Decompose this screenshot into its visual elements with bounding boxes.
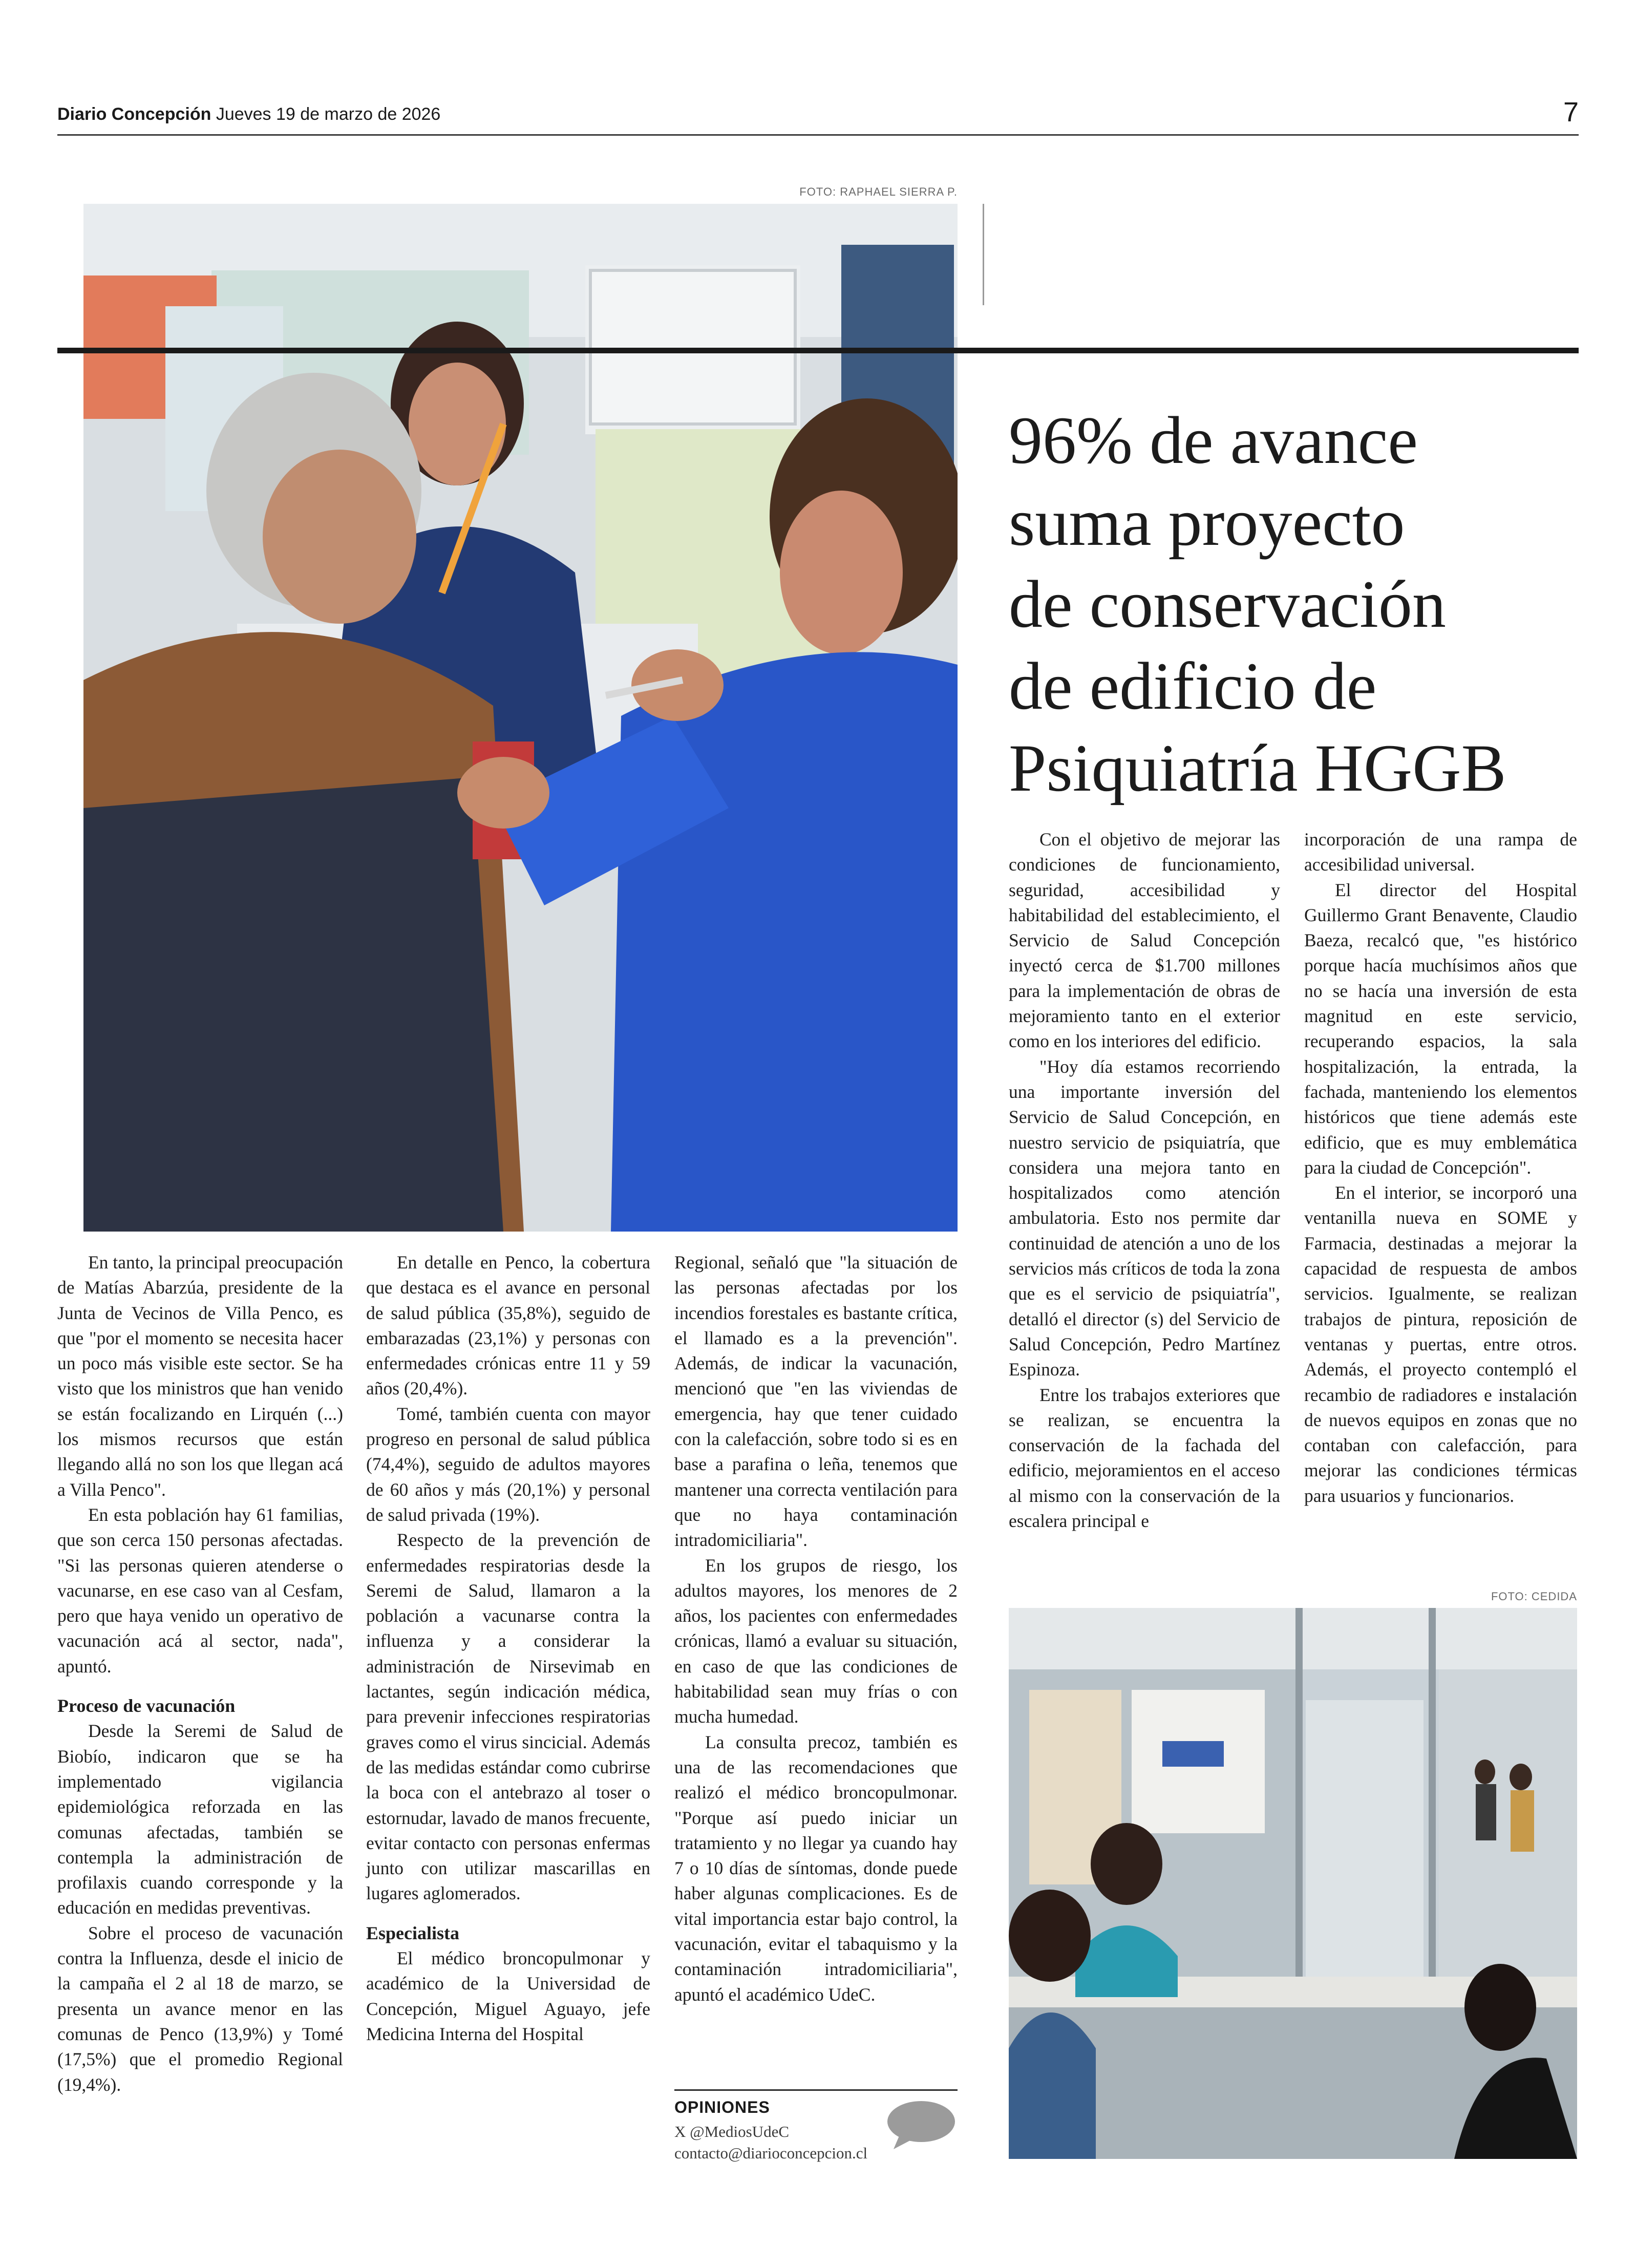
opinions-box: [674, 2089, 958, 2168]
issue-date: Jueves 19 de marzo de 2026: [216, 104, 441, 124]
paragraph: Tomé, también cuenta con mayor progreso en personal de salud pública (74,4%), seguido de adultos mayores de 60 años y más (20,1%) y personal de salud privada (19%).: [366, 1403, 650, 1525]
subhead-vaccination-process: Proceso de vacunación: [57, 1695, 236, 1716]
paragraph: Con el objetivo de mejorar las condiciones de funcionamiento, seguridad, accesibilidad y habitabilidad del establecimiento, el Servicio de Salud Concepción inyectó cerca de $1.700 millones para la implementación de obras de mejoramiento tanto en el exterior como en los interiores del edificio.: [1009, 829, 1280, 1052]
paragraph: incorporación de una rampa de accesibilidad universal.: [1304, 829, 1577, 875]
paragraph: En los grupos de riesgo, los adultos mayores, los menores de 2 años, los pacientes con enfermedades crónicas, llamó a evaluar su situación, en caso de que las condiciones de habitabilidad sean muy frías o con mucha humedad.: [674, 1555, 958, 1727]
headline: [1009, 399, 1577, 809]
paragraph: En esta población hay 61 familias, que son cerca 150 personas afectadas. "Si las personas quieren atenderse o vacunarse, en ese caso van al Cesfam, pero que haya venido un operativo de vacunación acá al sector, nada", apuntó.: [57, 1504, 343, 1677]
subhead-specialist: Especialista: [366, 1922, 460, 1943]
paragraph: En detalle en Penco, la cobertura que destaca es el avance en personal de salud pública (35,8%), seguido de embarazadas (23,1%) y personas con enfermedades crónicas entre 11 y 59 años (20,4%).: [366, 1252, 650, 1399]
header-rule: [57, 134, 1579, 136]
photo-credit-hospital: FOTO: CEDIDA: [1491, 1590, 1577, 1603]
photo-credit-vaccination: FOTO: RAPHAEL SIERRA P.: [799, 185, 958, 198]
paragraph: Entre los trabajos exteriores que se realizan, se encuentra la conservación de la fachada del edificio, mejoramientos en el acceso al mismo con la conservación de la escalera principal e: [1009, 1384, 1280, 1532]
vaccination-photo-illustration: [83, 204, 958, 1232]
paragraph: En tanto, la principal preocupación de Matías Abarzúa, presidente de la Junta de Vecinos de Villa Penco, es que "por el momento se necesita hacer un poco más visible este sector. Se ha visto que los ministros que han venido se están focalizando en Lirquén (...) los mismos recursos que están llegando allá no son los que llegan acá a Villa Penco".: [57, 1252, 343, 1500]
paragraph: La consulta precoz, también es una de las recomendaciones que realizó el médico broncopulmonar. "Porque así puedo iniciar un tratamiento y no llegar ya cuando hay 7 o 10 días de síntomas, donde puede haber algunas complicaciones. Es de vital importancia estar bajo control, la vacunación, evitar el tabaquismo y la contaminación intradomiciliaria", apuntó el académico UdeC.: [674, 1731, 958, 2005]
article-column-3: [674, 1250, 958, 2007]
masthead: [57, 104, 440, 124]
headline-line: de conservación: [1009, 566, 1446, 642]
paragraph: Regional, señaló que "la situación de las personas afectadas por los incendios forestales es bastante crítica, el llamado es a la prevención". Además, de indicar la vacunación, mencionó que "en las viviendas de emergencia, hay que tener cuidado con la calefacción, sobre todo si es en base a parafina o leña, tenemos que mantener una correcta ventilación para que no haya contaminación intradomiciliaria".: [674, 1252, 958, 1551]
section-rule: [57, 348, 1579, 353]
article-right-column-1: [1009, 827, 1280, 1534]
paragraph: "Hoy día estamos recorriendo una importante inversión del Servicio de Salud Concepción, en nuestro servicio de psiquiatría, que considera una mejora tanto en hospitalizados como atención ambulatoria. Esto nos permite dar continuidad de atención a uno de los servicios más críticos de toda la zona que es el servicio de psiquiatría", detalló el director (s) del Servicio de Salud Concepción, Pedro Martínez Espinoza.: [1009, 1056, 1280, 1380]
opinions-social-handle[interactable]: X @MediosUdeC: [674, 2123, 790, 2140]
vaccination-photo: [83, 204, 958, 1232]
article-right-column-2: [1304, 827, 1577, 1509]
hospital-window-photo-illustration: [1009, 1608, 1577, 2159]
page-number: 7: [1563, 97, 1579, 128]
opinions-email[interactable]: contacto@diarioconcepcion.cl: [674, 2144, 868, 2162]
article-column-1: [57, 1250, 343, 2097]
speech-bubble-icon: [884, 2099, 956, 2150]
article-column-2: [366, 1250, 650, 2047]
paragraph: El médico broncopulmonar y académico de la Universidad de Concepción, Miguel Aguayo, jefe Medicina Interna del Hospital: [366, 1948, 650, 2044]
headline-line: suma proyecto: [1009, 484, 1405, 560]
paragraph: En el interior, se incorporó una ventanilla nueva en SOME y Farmacia, destinadas a mejorar la capacidad de respuesta de ambos servicios. Igualmente, se realizan trabajos de pintura, reposición de ventanas y puertas, entre otros. Además, el proyecto contempló el recambio de radiadores e instalación de nuevos equipos en zonas que no contaban con calefacción, para mejorar las condiciones térmicas para usuarios y funcionarios.: [1304, 1182, 1577, 1506]
headline-line: Psiquiatría HGGB: [1009, 730, 1506, 806]
paragraph: Sobre el proceso de vacunación contra la Influenza, desde el inicio de la campaña el 2 al 18 de marzo, se presenta un avance menor en las comunas de Penco (13,9%) y Tomé (17,5%) que el promedio Regional (19,4%).: [57, 1922, 343, 2095]
column-rule-top: [983, 204, 984, 305]
headline-line: 96% de avance: [1009, 402, 1418, 478]
newspaper-name: Diario Concepción: [57, 104, 211, 124]
paragraph: Desde la Seremi de Salud de Biobío, indicaron que se ha implementado vigilancia epidemiológica reforzada en las comunas afectadas, también se contempla la administración de profilaxis cuando corresponde y la educación en medidas preventivas.: [57, 1721, 343, 1918]
paragraph: Respecto de la prevención de enfermedades respiratorias desde la Seremi de Salud, llamaron a la población a vacunarse contra la influenza y a considerar la administración de Nirsevimab en lactantes, según indicación médica, para prevenir infecciones respiratorias graves como el virus sincicial. Además de las medidas estándar como cubrirse la boca con el antebrazo al toser o estornudar, lavado de manos frecuente, evitar contacto con personas enfermas junto con utilizar mascarillas en lugares aglomerados.: [366, 1530, 650, 1904]
opinions-title: OPINIONES: [674, 2098, 770, 2116]
paragraph: El director del Hospital Guillermo Grant Benavente, Claudio Baeza, recalcó que, "es histórico porque hacía muchísimos años que no se hacía una inversión de esta magnitud en este servicio, recuperando espacios, la sala hospitalización, la entrada, la fachada, manteniendo los elementos históricos que tiene además este edificio, que es muy emblemática para la ciudad de Concepción".: [1304, 879, 1577, 1178]
headline-line: de edificio de: [1009, 648, 1377, 724]
hospital-window-photo: [1009, 1608, 1577, 2159]
